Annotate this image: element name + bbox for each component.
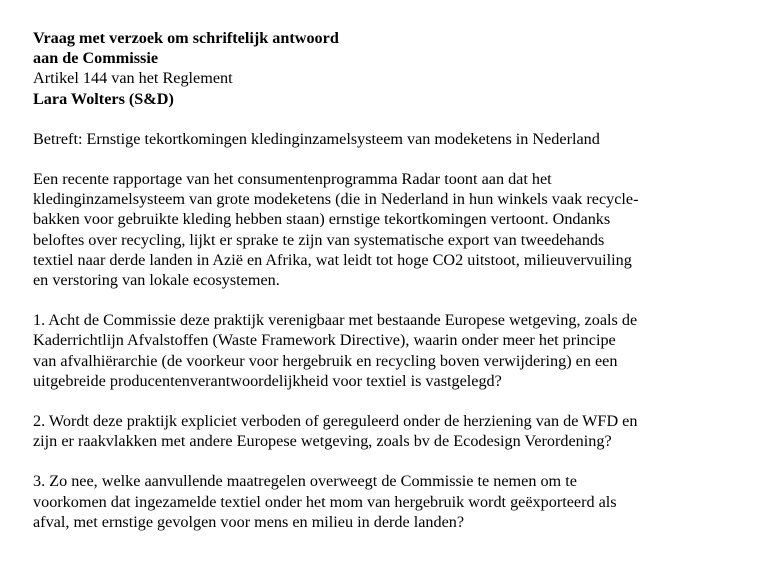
paragraph-line: van afvalhiërarchie (de voorkeur voor hergebruik en recycling boven verwijdering) en een <box>33 351 618 370</box>
paragraph-line: en verstoring van lokale ecosystemen. <box>33 271 280 290</box>
paragraph-line: Kaderrichtlijn Afvalstoffen (Waste Framework Directive), waarin onder meer het principe <box>33 331 616 350</box>
question-type-heading: Vraag met verzoek om schriftelijk antwoord <box>33 29 339 47</box>
article-reference: Artikel 144 van het Reglement <box>33 69 233 88</box>
paragraph-line: Een recente rapportage van het consumentenprogramma Radar toont aan dat het <box>33 170 552 189</box>
question-3 <box>33 471 723 532</box>
addressee-heading: aan de Commissie <box>33 49 159 68</box>
intro-paragraph <box>33 169 723 290</box>
paragraph-line: kledinginzamelsysteem van grote modeketens (die in Nederland in hun winkels vaak recycle- <box>33 190 639 209</box>
paragraph-line: afval, met ernstige gevolgen voor mens en milieu in derde landen? <box>33 512 465 531</box>
paragraph-line: beloftes over recycling, lijkt er sprake te zijn van systematische export van tweedehands <box>33 230 605 249</box>
paragraph-line: 3. Zo nee, welke aanvullende maatregelen overweegt de Commissie te nemen om te <box>33 472 577 491</box>
document-page <box>33 28 723 532</box>
paragraph-line: zijn er raakvlakken met andere Europese wetgeving, zoals bv de Ecodesign Verordening? <box>33 432 612 451</box>
paragraph-line: bakken voor gebruikte kleding hebben staan) ernstige tekortkomingen vertoont. Ondanks <box>33 210 611 229</box>
paragraph-line: 2. Wordt deze praktijk expliciet verboden of gereguleerd onder de herziening van de WFD en <box>33 412 638 431</box>
question-2 <box>33 411 723 451</box>
subject-line: Betreft: Ernstige tekortkomingen kledinginzamelsysteem van modeketens in Nederland <box>33 129 600 148</box>
paragraph-line: uitgebreide producentenverantwoordelijkheid voor textiel is vastgelegd? <box>33 371 502 390</box>
question-1 <box>33 310 723 391</box>
paragraph-line: voorkomen dat ingezamelde textiel onder het mom van hergebruik wordt geëxporteerd als <box>33 492 617 511</box>
document-header <box>33 28 723 109</box>
author-name: Lara Wolters (S&D) <box>33 89 174 108</box>
paragraph-line: textiel naar derde landen in Azië en Afrika, wat leidt tot hoge CO2 uitstoot, milieuvervuiling <box>33 250 632 269</box>
paragraph-line: 1. Acht de Commissie deze praktijk verenigbaar met bestaande Europese wetgeving, zoals de <box>33 311 638 330</box>
